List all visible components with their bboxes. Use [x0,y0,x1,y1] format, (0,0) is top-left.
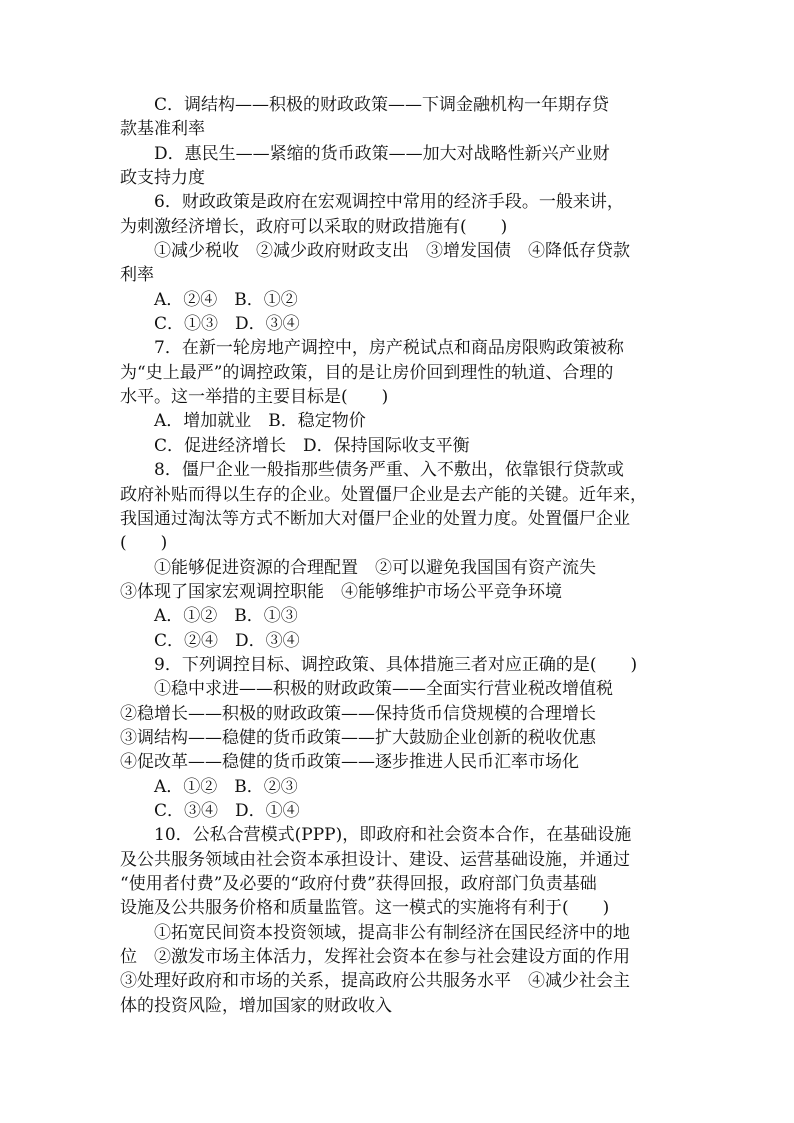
text-line: A．增加就业 B．稳定物价 [154,411,366,432]
text-line: ④促改革——稳健的货币政策——逐步推进人民币汇率市场化 [120,752,579,773]
text-line: ②稳增长——积极的财政政策——保持货币信贷规模的合理增长 [120,703,596,724]
text-line: 款基准利率 [120,119,205,140]
text-line: ( ) [120,533,168,554]
text-line: 水平。这一举措的主要目标是( ) [120,387,389,408]
text-line: ③处理好政府和市场的关系，提高政府公共服务水平 ④减少社会主 [120,971,630,992]
question-text [120,93,675,1018]
text-line: 7．在新一轮房地产调控中，房产税试点和商品房限购政策被称 [154,338,624,359]
text-line: D．惠民生——紧缩的货币政策——加大对战略性新兴产业财 [154,143,610,164]
text-line: 政支持力度 [120,168,205,189]
text-line: 为“史上最严”的调控政策，目的是让房价回到理性的轨道、合理的 [120,362,614,383]
text-line: ①拓宽民间资本投资领域，提高非公有制经济在国民经济中的地 [154,922,630,943]
text-line: ③体现了国家宏观调控职能 ④能够维护市场公平竞争环境 [120,581,562,602]
text-line: ③调结构——稳健的货币政策——扩大鼓励企业创新的税收优惠 [120,727,596,748]
text-line: A．①② B．①③ [154,606,298,627]
text-line: A．②④ B．①② [154,289,298,310]
text-line: 6．财政政策是政府在宏观调控中常用的经济手段。一般来讲， [154,192,624,213]
text-line: 政府补贴而得以生存的企业。处置僵尸企业是去产能的关键。近年来， [120,484,647,505]
text-line: 10．公私合营模式(PPP)，即政府和社会资本合作，在基础设施 [154,825,632,846]
text-line: 8．僵尸企业一般指那些债务严重、入不敷出，依靠银行贷款或 [154,460,624,481]
text-line: 及公共服务领域由社会资本承担设计、建设、运营基础设施，并通过 [120,849,630,870]
text-line: ①减少税收 ②减少政府财政支出 ③增发国债 ④降低存贷款 [154,241,630,262]
text-line: A．①② B．②③ [154,776,298,797]
text-line: C．调结构——积极的财政政策——下调金融机构一年期存贷 [154,95,610,115]
text-line: ①能够促进资源的合理配置 ②可以避免我国国有资产流失 [154,557,596,578]
text-line: ①稳中求进——积极的财政政策——全面实行营业税改增值税 [154,679,613,700]
text-line: 9．下列调控目标、调控政策、具体措施三者对应正确的是( ) [154,654,638,675]
text-line: 体的投资风险，增加国家的财政收入 [120,995,392,1016]
text-line: 我国通过淘汰等方式不断加大对僵尸企业的处置力度。处置僵尸企业 [120,508,630,529]
text-line: C．促进经济增长 D．保持国际收支平衡 [154,435,470,456]
text-line: “使用者付费”及必要的“政府付费”获得回报，政府部门负责基础 [120,874,597,894]
text-line: 设施及公共服务价格和质量监管。这一模式的实施将有利于( ) [120,898,610,919]
text-line: C．①③ D．③④ [154,314,300,335]
text-line: C．②④ D．③④ [154,630,300,651]
text-line: 为刺激经济增长，政府可以采取的财政措施有( ) [120,216,508,237]
text-line: 利率 [120,265,154,286]
text-line: 位 ②激发市场主体活力，发挥社会资本在参与社会建设方面的作用 [120,947,630,968]
text-line: C．③④ D．①④ [154,800,300,821]
